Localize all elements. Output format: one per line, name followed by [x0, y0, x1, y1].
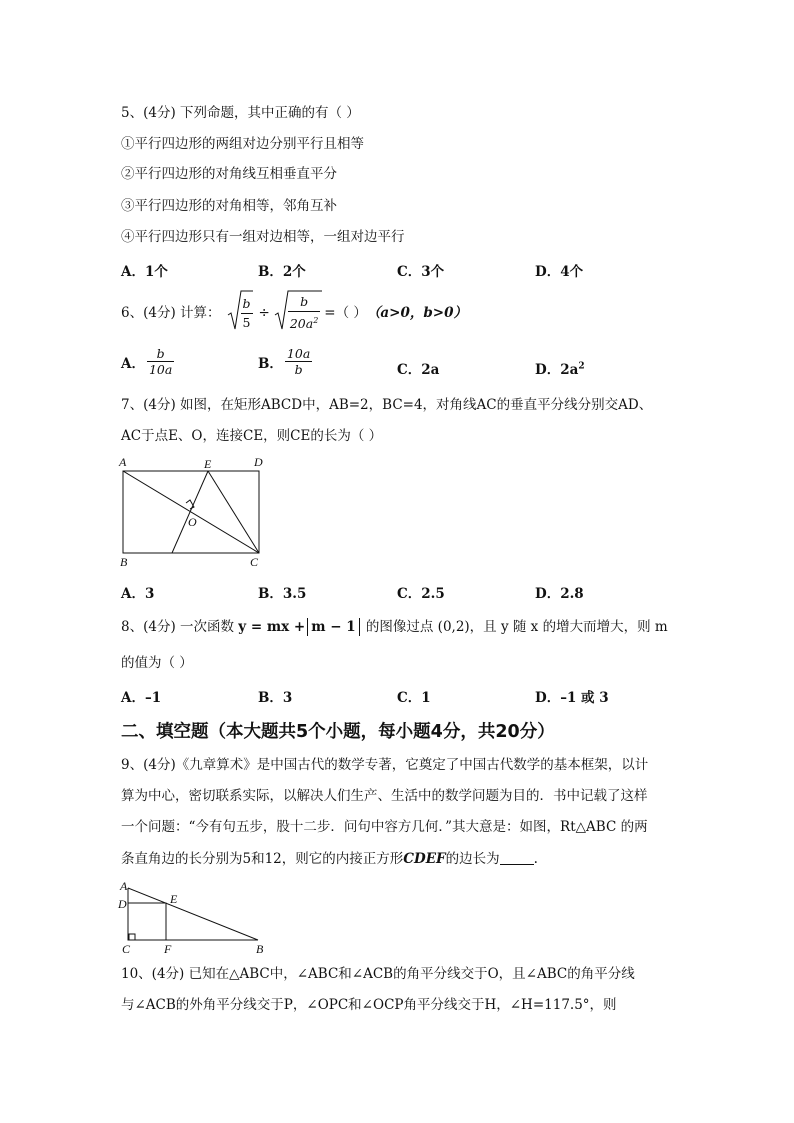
q9-line-2: 算为中心，密切联系实际，以解决人们生产、生活中的数学问题为目的．书中记载了这样 [121, 788, 648, 804]
diagonal-ac [123, 471, 259, 553]
q6-f1-den: 5 [242, 314, 251, 330]
q6-fraction-1 [241, 295, 253, 332]
q7-option-b: B．3.5 [258, 586, 307, 602]
q9-square-name: CDEF [403, 851, 446, 867]
q8-line-1 [121, 618, 668, 636]
q7-option-c: C．2.5 [397, 586, 445, 602]
q6-fraction-2 [288, 293, 320, 333]
label-a: A [120, 879, 128, 893]
q6-f2-exp: 2 [313, 315, 319, 325]
q5-option-c: C．3个 [397, 264, 445, 280]
q6-divide: ÷ [258, 305, 270, 321]
q6-opt-b-den: b [294, 362, 303, 377]
q6-prefix: 6、(4分) 计算： [121, 305, 221, 321]
q9-period: . [533, 851, 538, 867]
q8-option-a: A．–1 [121, 690, 162, 706]
q5-item-4: ④平行四边形只有一组对边相等，一组对边平行 [121, 229, 405, 245]
q10-line-2: 与∠ACB的外角平分线交于P，∠OPC和∠OCP角平分线交于H，∠H=117.5°，则 [121, 997, 617, 1013]
q6-opt-d-text: D．2a [535, 362, 579, 378]
q8-line-2: 的值为（ ） [121, 655, 193, 671]
q6-f1-num: b [241, 295, 253, 314]
q7-option-a: A．3 [121, 586, 155, 602]
q8-formula: y = mx + [238, 619, 306, 635]
q9-line4a: 条直角边的长分别为5和12，则它的内接正方形 [121, 851, 404, 867]
q6-condition: （a>0，b>0） [366, 305, 468, 321]
q6-option-d [535, 358, 585, 378]
label-e: E [204, 457, 212, 471]
q5-option-d: D．4个 [535, 264, 584, 280]
q6-opt-b-frac [285, 346, 312, 377]
q9-line-4 [121, 850, 538, 868]
section-2-heading: 二、填空题（本大题共5个小题，每小题4分，共20分） [121, 722, 555, 742]
q9-line-1: 9、(4分)《九章算术》是中国古代的数学专著，它奠定了中国古代数学的基本框架，以计 [121, 757, 649, 773]
hypotenuse-ab [128, 888, 258, 940]
label-b: B [120, 555, 128, 569]
q6-opt-a-label: A． [121, 355, 145, 372]
q9-figure [112, 876, 272, 956]
q6-f2-num: b [288, 293, 320, 312]
q6-opt-a-frac [147, 346, 174, 377]
label-b: B [256, 942, 264, 956]
q5-option-b: B．2个 [258, 264, 306, 280]
q5-stem: 5、(4分) 下列命题，其中正确的有（ ） [121, 105, 360, 121]
q5-item-2: ②平行四边形的对角线互相垂直平分 [121, 166, 337, 182]
q6-suffix: =（ ） [324, 305, 367, 321]
label-d: D [254, 455, 263, 469]
q8-option-d: D．–1 或 3 [535, 690, 609, 706]
q8-mid: 的图像过点 (0,2)，且 y 随 x 的增大而增大，则 m [361, 619, 668, 635]
q7-line-2: AC于点E、O，连接CE，则CE的长为（ ） [121, 428, 383, 444]
q6-opt-b-num: 10a [286, 346, 311, 361]
q8-abs [307, 618, 359, 636]
label-f: F [164, 942, 172, 956]
segment-ce [208, 471, 259, 553]
q6-opt-a-num: b [147, 346, 174, 362]
right-angle-c [129, 934, 135, 940]
perp-bisector [172, 471, 208, 553]
right-angle-mark [186, 500, 194, 509]
q7-option-d: D．2.8 [535, 586, 584, 602]
label-c: C [122, 942, 131, 956]
q6-opt-b-label: B． [258, 355, 283, 372]
q6-option-c: C．2a [397, 362, 440, 378]
label-c: C [250, 555, 259, 569]
q8-abs-inner: m − 1 [311, 619, 356, 635]
q10-line-1: 10、(4分) 已知在△ABC中，∠ABC和∠ACB的角平分线交于O，且∠ABC的角平分线 [121, 966, 635, 982]
label-e: E [170, 892, 178, 906]
q6-line [121, 290, 467, 336]
q6-opt-a-den: 10a [148, 362, 173, 377]
q9-answer-blank[interactable] [500, 850, 534, 865]
q6-f2-den [288, 312, 320, 333]
q6-option-a [121, 346, 176, 377]
q7-figure [112, 452, 272, 572]
q6-option-b [258, 346, 314, 377]
q9-line-3: 一个问题：“今有句五步，股十二步．问句中容方几何．”其大意是：如图，Rt△ABC 的两 [121, 819, 648, 835]
q8-option-b: B．3 [258, 690, 293, 706]
q5-item-1: ①平行四边形的两组对边分别平行且相等 [121, 136, 364, 152]
q5-option-a: A．1个 [121, 264, 168, 280]
q8-prefix: 8、(4分) 一次函数 [121, 619, 239, 635]
label-d: D [118, 897, 127, 911]
label-o: O [188, 515, 197, 529]
label-a: A [119, 455, 127, 469]
q6-f2-den-text: 20a [289, 316, 314, 332]
q7-line-1: 7、(4分) 如图，在矩形ABCD中，AB=2，BC=4，对角线AC的垂直平分线分别交AD、 [121, 397, 653, 413]
q5-item-3: ③平行四边形的对角相等，邻角互补 [121, 198, 337, 214]
q9-line4c: 的边长为 [445, 851, 500, 867]
q8-option-c: C．1 [397, 690, 431, 706]
q6-opt-d-exp: 2 [578, 361, 585, 372]
